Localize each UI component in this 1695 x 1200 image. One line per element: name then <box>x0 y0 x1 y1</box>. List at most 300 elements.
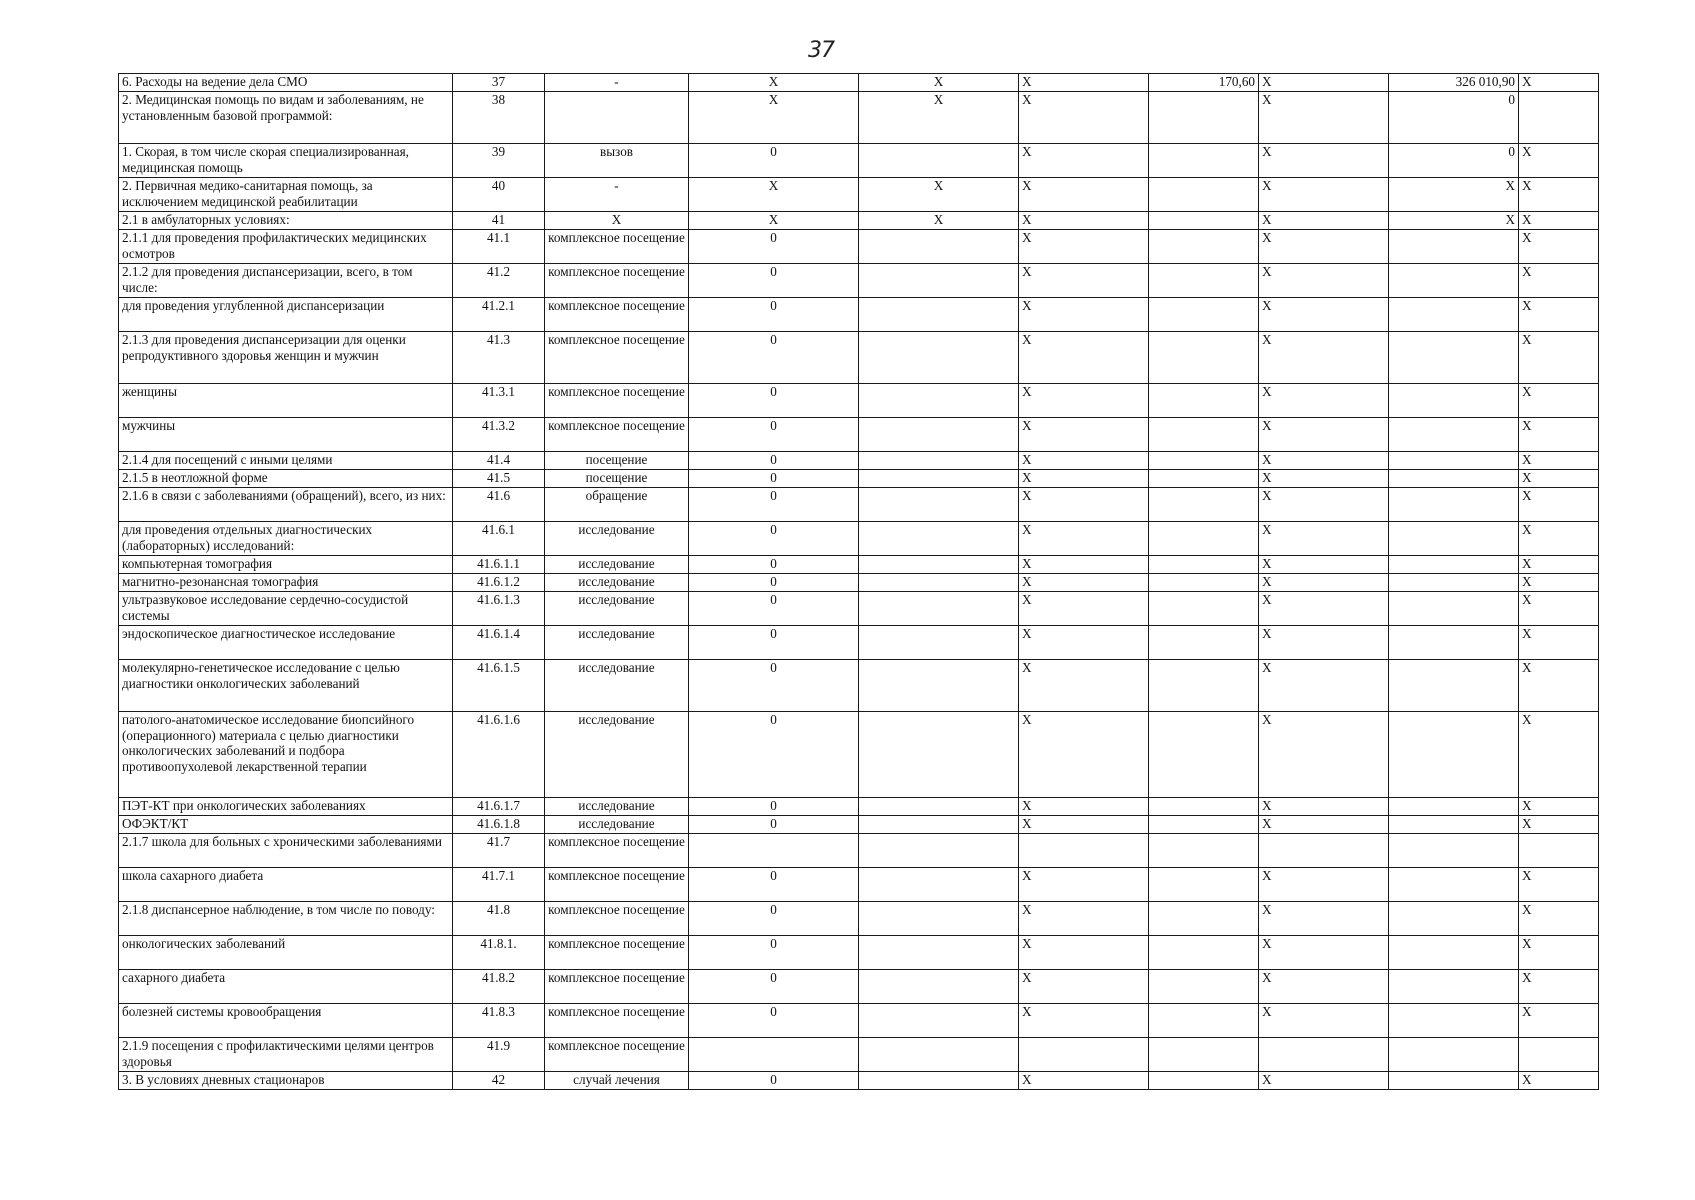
row-value-2 <box>859 626 1019 660</box>
row-value-1: 0 <box>689 332 859 384</box>
row-code: 41.6.1.8 <box>453 816 545 834</box>
row-value-6 <box>1389 868 1519 902</box>
row-value-5: Х <box>1259 144 1389 178</box>
row-value-5: Х <box>1259 212 1389 230</box>
row-value-6 <box>1389 264 1519 298</box>
row-name: болезней системы кровообращения <box>119 1004 453 1038</box>
row-value-1: 0 <box>689 798 859 816</box>
row-value-6: 0 <box>1389 92 1519 144</box>
row-value-2 <box>859 868 1019 902</box>
row-value-3: Х <box>1019 798 1149 816</box>
row-value-1: Х <box>689 74 859 92</box>
row-value-5: Х <box>1259 574 1389 592</box>
row-value-5: Х <box>1259 556 1389 574</box>
table-row <box>119 868 1599 902</box>
row-value-1: 0 <box>689 264 859 298</box>
table-row <box>119 418 1599 452</box>
row-unit: комплексное посещение <box>545 332 689 384</box>
row-code: 41.3.2 <box>453 418 545 452</box>
row-value-2: Х <box>859 74 1019 92</box>
row-value-6: 326 010,90 <box>1389 74 1519 92</box>
row-value-5: Х <box>1259 384 1389 418</box>
row-value-2 <box>859 1038 1019 1072</box>
row-value-5: Х <box>1259 488 1389 522</box>
row-value-6 <box>1389 488 1519 522</box>
row-value-3: Х <box>1019 660 1149 712</box>
row-value-3: Х <box>1019 712 1149 798</box>
row-value-7: Х <box>1519 522 1599 556</box>
row-value-7: Х <box>1519 230 1599 264</box>
row-code: 42 <box>453 1072 545 1090</box>
table-row <box>119 1038 1599 1072</box>
row-name: ОФЭКТ/КТ <box>119 816 453 834</box>
row-value-4 <box>1149 712 1259 798</box>
row-code: 41.8.2 <box>453 970 545 1004</box>
row-value-4 <box>1149 522 1259 556</box>
row-value-2 <box>859 798 1019 816</box>
row-code: 41.6 <box>453 488 545 522</box>
row-value-6 <box>1389 298 1519 332</box>
row-value-4 <box>1149 332 1259 384</box>
row-value-2 <box>859 384 1019 418</box>
row-unit: исследование <box>545 556 689 574</box>
table-row <box>119 74 1599 92</box>
row-unit: комплексное посещение <box>545 1038 689 1072</box>
row-value-2: Х <box>859 212 1019 230</box>
row-value-5: Х <box>1259 332 1389 384</box>
row-value-5: Х <box>1259 936 1389 970</box>
row-value-5: Х <box>1259 798 1389 816</box>
row-value-4 <box>1149 592 1259 626</box>
row-value-2 <box>859 834 1019 868</box>
row-value-6: Х <box>1389 212 1519 230</box>
row-value-3 <box>1019 834 1149 868</box>
row-value-1: Х <box>689 92 859 144</box>
row-value-5 <box>1259 1038 1389 1072</box>
row-value-4 <box>1149 298 1259 332</box>
row-value-5: Х <box>1259 1004 1389 1038</box>
row-value-6: 0 <box>1389 144 1519 178</box>
row-value-3: Х <box>1019 556 1149 574</box>
row-value-5: Х <box>1259 868 1389 902</box>
row-value-4 <box>1149 1038 1259 1072</box>
row-value-4 <box>1149 264 1259 298</box>
table-row <box>119 384 1599 418</box>
row-unit: исследование <box>545 574 689 592</box>
row-name: эндоскопическое диагностическое исследование <box>119 626 453 660</box>
row-value-7: Х <box>1519 556 1599 574</box>
row-name: 2.1.2 для проведения диспансеризации, всего, в том числе: <box>119 264 453 298</box>
row-unit: исследование <box>545 798 689 816</box>
row-value-2 <box>859 522 1019 556</box>
row-code: 41.6.1.4 <box>453 626 545 660</box>
row-value-4: 170,60 <box>1149 74 1259 92</box>
row-value-1: 0 <box>689 488 859 522</box>
row-value-7: Х <box>1519 936 1599 970</box>
row-value-4 <box>1149 574 1259 592</box>
row-value-5: Х <box>1259 1072 1389 1090</box>
row-name: ультразвуковое исследование сердечно-сосудистой системы <box>119 592 453 626</box>
row-value-2 <box>859 660 1019 712</box>
row-code: 37 <box>453 74 545 92</box>
row-value-6 <box>1389 384 1519 418</box>
table-row <box>119 144 1599 178</box>
row-value-6 <box>1389 452 1519 470</box>
row-value-2 <box>859 1004 1019 1038</box>
row-value-3: Х <box>1019 264 1149 298</box>
row-code: 40 <box>453 178 545 212</box>
row-code: 41.3 <box>453 332 545 384</box>
row-value-1: 0 <box>689 522 859 556</box>
row-value-5: Х <box>1259 418 1389 452</box>
row-value-7: Х <box>1519 144 1599 178</box>
row-code: 41.4 <box>453 452 545 470</box>
row-value-7: Х <box>1519 418 1599 452</box>
table-row <box>119 470 1599 488</box>
row-code: 41.3.1 <box>453 384 545 418</box>
row-unit: комплексное посещение <box>545 1004 689 1038</box>
row-value-7: Х <box>1519 712 1599 798</box>
row-value-7: Х <box>1519 574 1599 592</box>
row-code: 41.2 <box>453 264 545 298</box>
row-value-2 <box>859 592 1019 626</box>
row-value-3: Х <box>1019 816 1149 834</box>
row-code: 41.1 <box>453 230 545 264</box>
row-name: 2.1.9 посещения с профилактическими целями центров здоровья <box>119 1038 453 1072</box>
row-value-2 <box>859 902 1019 936</box>
row-value-5: Х <box>1259 92 1389 144</box>
table-row <box>119 1072 1599 1090</box>
row-value-2 <box>859 264 1019 298</box>
row-name: 2.1.4 для посещений с иными целями <box>119 452 453 470</box>
table-row <box>119 660 1599 712</box>
row-value-3: Х <box>1019 902 1149 936</box>
row-value-7: Х <box>1519 74 1599 92</box>
row-value-2 <box>859 418 1019 452</box>
row-unit: случай лечения <box>545 1072 689 1090</box>
row-name: 3. В условиях дневных стационаров <box>119 1072 453 1090</box>
row-code: 41.6.1.1 <box>453 556 545 574</box>
row-value-3: Х <box>1019 470 1149 488</box>
row-value-7: Х <box>1519 264 1599 298</box>
row-unit: комплексное посещение <box>545 936 689 970</box>
row-value-2 <box>859 574 1019 592</box>
row-value-7: Х <box>1519 592 1599 626</box>
row-value-6 <box>1389 970 1519 1004</box>
row-unit: комплексное посещение <box>545 902 689 936</box>
row-name: 2.1.8 диспансерное наблюдение, в том числе по поводу: <box>119 902 453 936</box>
row-value-1: 0 <box>689 816 859 834</box>
row-value-5: Х <box>1259 816 1389 834</box>
row-name: онкологических заболеваний <box>119 936 453 970</box>
row-value-4 <box>1149 970 1259 1004</box>
row-value-3: Х <box>1019 144 1149 178</box>
row-value-1: 0 <box>689 936 859 970</box>
row-value-4 <box>1149 1004 1259 1038</box>
row-name: 2.1.6 в связи с заболеваниями (обращений), всего, из них: <box>119 488 453 522</box>
row-value-7: Х <box>1519 868 1599 902</box>
row-value-3: Х <box>1019 592 1149 626</box>
row-value-5: Х <box>1259 264 1389 298</box>
row-code: 41.6.1 <box>453 522 545 556</box>
row-value-4 <box>1149 212 1259 230</box>
row-code: 41.6.1.2 <box>453 574 545 592</box>
row-code: 38 <box>453 92 545 144</box>
row-value-2 <box>859 298 1019 332</box>
row-unit: посещение <box>545 470 689 488</box>
row-value-7 <box>1519 834 1599 868</box>
row-code: 41 <box>453 212 545 230</box>
row-value-4 <box>1149 488 1259 522</box>
row-value-2: Х <box>859 92 1019 144</box>
row-value-6 <box>1389 522 1519 556</box>
row-value-6 <box>1389 712 1519 798</box>
row-value-3: Х <box>1019 212 1149 230</box>
row-code: 41.6.1.5 <box>453 660 545 712</box>
row-code: 41.6.1.6 <box>453 712 545 798</box>
row-value-7: Х <box>1519 178 1599 212</box>
row-unit: - <box>545 74 689 92</box>
row-name: ПЭТ-КТ при онкологических заболеваниях <box>119 798 453 816</box>
row-value-5: Х <box>1259 626 1389 660</box>
row-value-4 <box>1149 230 1259 264</box>
table-row <box>119 592 1599 626</box>
row-value-5: Х <box>1259 178 1389 212</box>
table-row <box>119 488 1599 522</box>
row-value-4 <box>1149 92 1259 144</box>
row-value-7: Х <box>1519 298 1599 332</box>
row-value-6 <box>1389 816 1519 834</box>
row-value-3: Х <box>1019 574 1149 592</box>
row-unit: исследование <box>545 816 689 834</box>
row-unit: обращение <box>545 488 689 522</box>
row-unit: посещение <box>545 452 689 470</box>
row-code: 41.8.3 <box>453 1004 545 1038</box>
row-name: сахарного диабета <box>119 970 453 1004</box>
row-value-7: Х <box>1519 1004 1599 1038</box>
row-unit: комплексное посещение <box>545 418 689 452</box>
row-code: 41.8 <box>453 902 545 936</box>
row-value-7: Х <box>1519 626 1599 660</box>
row-value-7: Х <box>1519 332 1599 384</box>
row-value-3: Х <box>1019 868 1149 902</box>
row-value-2 <box>859 230 1019 264</box>
row-value-1: 0 <box>689 626 859 660</box>
table-row <box>119 816 1599 834</box>
table-row <box>119 178 1599 212</box>
table-row <box>119 298 1599 332</box>
row-value-4 <box>1149 868 1259 902</box>
row-value-2 <box>859 488 1019 522</box>
row-name: для проведения отдельных диагностических (лабораторных) исследований: <box>119 522 453 556</box>
row-value-4 <box>1149 1072 1259 1090</box>
table-row <box>119 212 1599 230</box>
row-value-7: Х <box>1519 798 1599 816</box>
row-value-1: 0 <box>689 592 859 626</box>
row-value-6 <box>1389 1038 1519 1072</box>
row-unit: исследование <box>545 626 689 660</box>
row-code: 41.7.1 <box>453 868 545 902</box>
row-value-6 <box>1389 592 1519 626</box>
row-name: компьютерная томография <box>119 556 453 574</box>
row-value-5: Х <box>1259 74 1389 92</box>
row-value-1: 0 <box>689 298 859 332</box>
page-number: 37 <box>808 38 834 63</box>
table-row <box>119 902 1599 936</box>
row-value-7: Х <box>1519 902 1599 936</box>
row-unit: комплексное посещение <box>545 298 689 332</box>
row-unit: - <box>545 178 689 212</box>
row-value-6 <box>1389 660 1519 712</box>
row-code: 41.6.1.3 <box>453 592 545 626</box>
row-name: 2.1.3 для проведения диспансеризации для оценки репродуктивного здоровья женщин и мужчин <box>119 332 453 384</box>
row-unit: комплексное посещение <box>545 834 689 868</box>
row-value-6 <box>1389 902 1519 936</box>
row-value-7: Х <box>1519 470 1599 488</box>
row-unit: Х <box>545 212 689 230</box>
table-row <box>119 834 1599 868</box>
row-value-1: 0 <box>689 902 859 936</box>
row-unit: комплексное посещение <box>545 868 689 902</box>
row-value-7: Х <box>1519 488 1599 522</box>
table-row <box>119 712 1599 798</box>
table-row <box>119 1004 1599 1038</box>
row-unit <box>545 92 689 144</box>
row-name: 2. Первичная медико-санитарная помощь, за исключением медицинской реабилитации <box>119 178 453 212</box>
row-value-2 <box>859 936 1019 970</box>
row-value-3: Х <box>1019 1072 1149 1090</box>
row-value-4 <box>1149 384 1259 418</box>
row-value-5: Х <box>1259 452 1389 470</box>
row-unit: вызов <box>545 144 689 178</box>
table-row <box>119 264 1599 298</box>
row-value-1: 0 <box>689 1072 859 1090</box>
row-value-7: Х <box>1519 384 1599 418</box>
row-code: 41.5 <box>453 470 545 488</box>
row-value-6 <box>1389 230 1519 264</box>
row-value-4 <box>1149 936 1259 970</box>
row-name: для проведения углубленной диспансеризации <box>119 298 453 332</box>
row-name: 6. Расходы на ведение дела СМО <box>119 74 453 92</box>
row-name: магнитно-резонансная томография <box>119 574 453 592</box>
row-value-2: Х <box>859 178 1019 212</box>
table-row <box>119 574 1599 592</box>
row-value-5 <box>1259 834 1389 868</box>
row-value-6 <box>1389 470 1519 488</box>
row-unit: комплексное посещение <box>545 970 689 1004</box>
row-value-3: Х <box>1019 384 1149 418</box>
row-value-4 <box>1149 626 1259 660</box>
row-value-1: Х <box>689 212 859 230</box>
row-value-6 <box>1389 1072 1519 1090</box>
row-value-1: 0 <box>689 868 859 902</box>
row-code: 41.9 <box>453 1038 545 1072</box>
row-value-6 <box>1389 798 1519 816</box>
table-body <box>119 74 1599 1090</box>
table-row <box>119 452 1599 470</box>
row-value-2 <box>859 712 1019 798</box>
table-row <box>119 522 1599 556</box>
row-unit: исследование <box>545 712 689 798</box>
row-value-1: 0 <box>689 470 859 488</box>
row-value-5: Х <box>1259 592 1389 626</box>
row-value-4 <box>1149 178 1259 212</box>
row-value-3: Х <box>1019 1004 1149 1038</box>
row-value-5: Х <box>1259 470 1389 488</box>
row-value-3 <box>1019 1038 1149 1072</box>
row-value-6 <box>1389 834 1519 868</box>
row-value-4 <box>1149 556 1259 574</box>
table-row <box>119 332 1599 384</box>
row-value-7: Х <box>1519 970 1599 1004</box>
row-value-2 <box>859 452 1019 470</box>
row-unit: исследование <box>545 592 689 626</box>
row-value-3: Х <box>1019 230 1149 264</box>
row-value-3: Х <box>1019 970 1149 1004</box>
row-name: 2.1.5 в неотложной форме <box>119 470 453 488</box>
row-value-3: Х <box>1019 298 1149 332</box>
row-value-6 <box>1389 418 1519 452</box>
row-name: молекулярно-генетическое исследование с целью диагностики онкологических заболеваний <box>119 660 453 712</box>
row-code: 41.7 <box>453 834 545 868</box>
row-value-3: Х <box>1019 522 1149 556</box>
row-value-1: 0 <box>689 574 859 592</box>
row-value-5: Х <box>1259 970 1389 1004</box>
row-value-1: 0 <box>689 712 859 798</box>
row-value-5: Х <box>1259 522 1389 556</box>
row-value-3: Х <box>1019 418 1149 452</box>
row-value-6 <box>1389 626 1519 660</box>
row-value-1: 0 <box>689 556 859 574</box>
row-value-6 <box>1389 332 1519 384</box>
row-value-3: Х <box>1019 332 1149 384</box>
row-value-3: Х <box>1019 92 1149 144</box>
row-value-1: 0 <box>689 660 859 712</box>
row-value-1: 0 <box>689 452 859 470</box>
row-value-5: Х <box>1259 902 1389 936</box>
row-value-2 <box>859 970 1019 1004</box>
row-value-4 <box>1149 834 1259 868</box>
row-name: 2.1 в амбулаторных условиях: <box>119 212 453 230</box>
table-row <box>119 230 1599 264</box>
table-row <box>119 936 1599 970</box>
row-value-3: Х <box>1019 626 1149 660</box>
table-row <box>119 798 1599 816</box>
row-value-7 <box>1519 1038 1599 1072</box>
row-name: 2. Медицинская помощь по видам и заболеваниям, не установленным базовой программой: <box>119 92 453 144</box>
row-code: 41.8.1. <box>453 936 545 970</box>
table-row <box>119 556 1599 574</box>
row-value-1: Х <box>689 178 859 212</box>
row-unit: исследование <box>545 522 689 556</box>
row-value-4 <box>1149 816 1259 834</box>
row-value-7: Х <box>1519 452 1599 470</box>
row-value-1: 0 <box>689 418 859 452</box>
row-value-3: Х <box>1019 488 1149 522</box>
row-value-2 <box>859 556 1019 574</box>
row-value-7: Х <box>1519 212 1599 230</box>
row-value-3: Х <box>1019 178 1149 212</box>
row-name: женщины <box>119 384 453 418</box>
row-value-6 <box>1389 936 1519 970</box>
row-value-5: Х <box>1259 298 1389 332</box>
row-name: 2.1.1 для проведения профилактических медицинских осмотров <box>119 230 453 264</box>
row-value-1: 0 <box>689 230 859 264</box>
row-unit: исследование <box>545 660 689 712</box>
row-value-4 <box>1149 470 1259 488</box>
row-value-4 <box>1149 452 1259 470</box>
row-value-2 <box>859 816 1019 834</box>
